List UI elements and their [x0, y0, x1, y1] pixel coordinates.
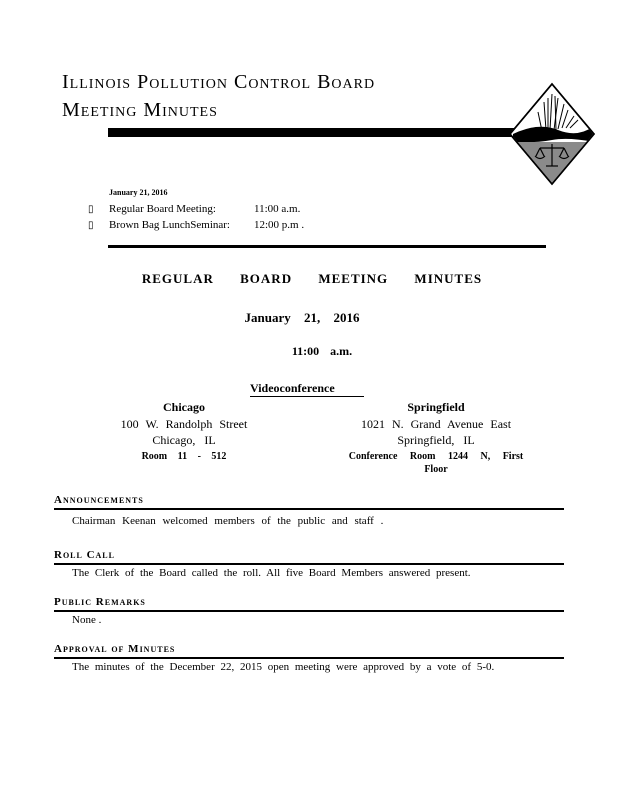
location-city: Chicago, IL	[152, 433, 216, 447]
section-title: Approval of Minutes	[54, 643, 564, 659]
section-title: Public Remarks	[54, 596, 564, 612]
location-address: 100 W. Randolph Street	[120, 417, 248, 431]
section-body: The minutes of the December 22, 2015 open meeting were approved by a vote of 5-0.	[72, 661, 495, 673]
section-announcements	[54, 494, 564, 527]
checkbox-bullet-icon: ▯	[88, 204, 94, 215]
schedule-item-label: Regular Board Meeting:	[109, 203, 216, 215]
section-roll-call	[54, 549, 564, 579]
schedule-rule	[108, 245, 546, 248]
location-room-cont: Floor	[424, 464, 448, 475]
section-public-remarks	[54, 596, 564, 626]
location-city: Springfield, IL	[397, 433, 475, 447]
schedule-item-time: 12:00 p.m .	[254, 219, 305, 231]
meeting-heading: REGULAR BOARD MEETING MINUTES	[141, 271, 483, 286]
scales-of-justice-logo	[508, 82, 596, 186]
section-title: Roll Call	[54, 549, 564, 565]
section-title: Announcements	[54, 494, 564, 510]
schedule-item-time: 11:00 a.m.	[254, 203, 301, 215]
meeting-date: January 21, 2016	[244, 310, 360, 325]
schedule-date: January 21, 2016	[109, 188, 168, 197]
meeting-mode: Videoconference	[250, 381, 364, 397]
section-approval-of-minutes	[54, 643, 564, 673]
location-springfield	[336, 400, 536, 475]
section-body: None .	[72, 614, 102, 626]
header-bar	[108, 128, 548, 137]
schedule-item-label: Brown Bag LunchSeminar:	[109, 219, 230, 231]
section-body: Chairman Keenan welcomed members of the public and staff .	[72, 515, 384, 527]
location-name: Chicago	[163, 400, 205, 414]
checkbox-bullet-icon: ▯	[88, 220, 94, 231]
location-name: Springfield	[407, 400, 465, 414]
location-room: Conference Room 1244 N, First	[348, 451, 524, 462]
location-room: Room 11 - 512	[141, 451, 227, 462]
location-address: 1021 N. Grand Avenue East	[360, 417, 512, 431]
meeting-time: 11:00 a.m.	[291, 344, 353, 358]
section-body: The Clerk of the Board called the roll. All five Board Members answered present.	[72, 567, 471, 579]
location-chicago	[80, 400, 288, 462]
doc-title: Meeting Minutes	[62, 99, 218, 121]
org-name: Illinois Pollution Control Board	[62, 71, 376, 93]
